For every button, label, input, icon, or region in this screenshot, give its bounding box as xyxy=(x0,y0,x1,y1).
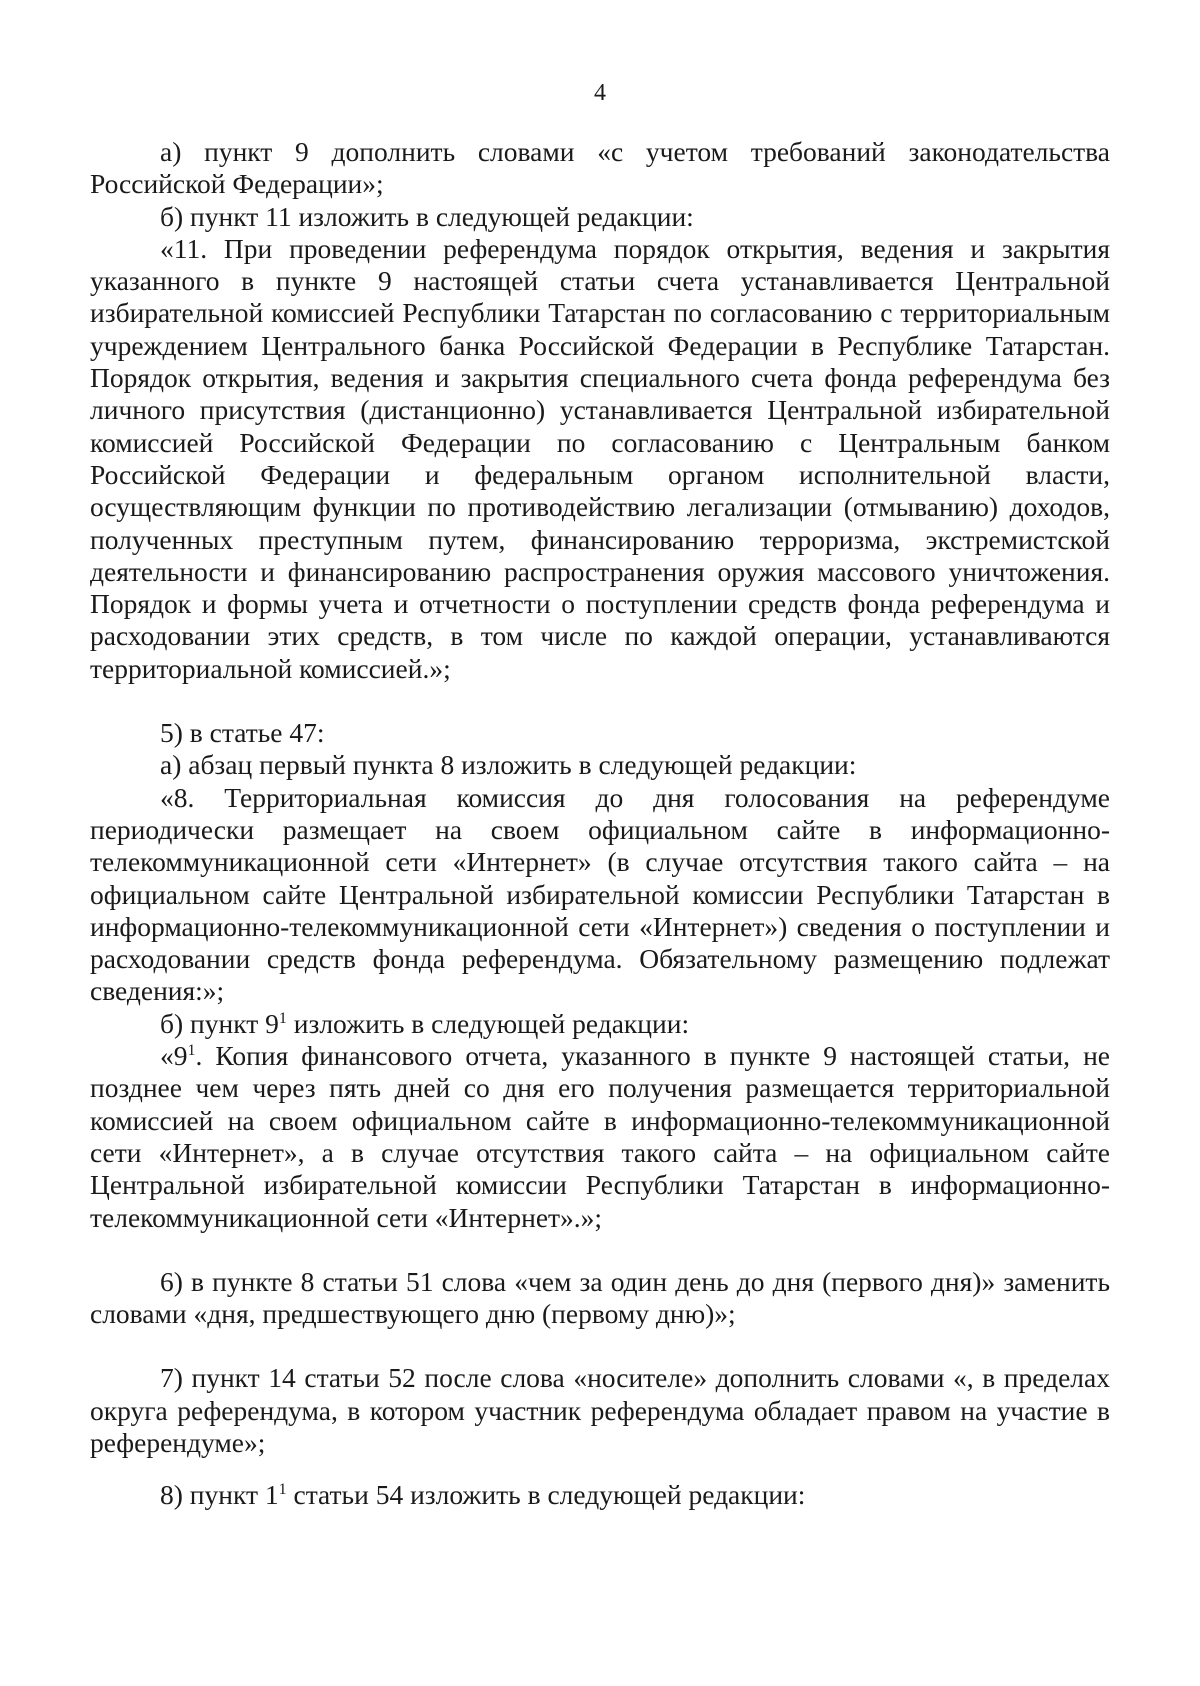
paragraph-article-47: 5) в статье 47: xyxy=(160,717,325,749)
paragraph-item-11-intro: б) пункт 11 изложить в следующей редакции: xyxy=(160,200,694,232)
paragraph-article-51: 6) в пункте 8 статьи 51 слова «чем за один день до дня (первого дня)» заменить словами «дня, предшествующего дню (первому дню)»; xyxy=(90,1265,1110,1330)
spacer xyxy=(90,1330,1110,1362)
spacer xyxy=(90,1234,1110,1266)
paragraph-item-8-intro: а) абзац первый пункта 8 изложить в следующей редакции: xyxy=(160,749,857,781)
paragraph-article-54: 8) пункт $1^1$ статьи 54 изложить в следующей редакции: xyxy=(160,1479,806,1511)
page-number: 4 xyxy=(594,80,606,106)
document-body xyxy=(90,136,1110,1512)
spacer xyxy=(90,685,1110,717)
paragraph-item-8-text: «8. Территориальная комиссия до дня голосования на референдуме периодически размещает на своем официальном сайте в информационно-телекоммуникационной сети «Интернет» (в случае отсутствия такого сайта – на официальном сайте Центральной избирательной комиссии Республики Татарстан в информационно-телекоммуникационной сети «Интернет») сведения о поступлении и расходовании средств фонда референдума. Обязательному размещению подлежат сведения:»; xyxy=(90,781,1110,1007)
spacer xyxy=(90,1459,1110,1479)
paragraph-article-52: 7) пункт 14 статьи 52 после слова «носителе» дополнить словами «, в пределах округа референдума, в котором участник референдума обладает правом на участие в референдуме»; xyxy=(90,1362,1110,1458)
paragraph-item-9-1-text: «$9^1$. Копия финансового отчета, указанного в пункте 9 настоящей статьи, не позднее чем через пять дней со дня его получения размещается территориальной комиссией на своем официальном сайте в информационно-телекоммуникационной сети «Интернет», а в случае отсутствия такого сайта – на официальном сайте Центральной избирательной комиссии Республики Татарстан в информационно-телекоммуникационной сети «Интернет».»; xyxy=(90,1040,1110,1233)
paragraph-item-11-text: «11. При проведении референдума порядок открытия, ведения и закрытия указанного в пункте 9 настоящей статьи счета устанавливается Центральной избирательной комиссией Республики Татарстан по согласованию с территориальным учреждением Центрального банка Российской Федерации в Республике Татарстан. Порядок открытия, ведения и закрытия специального счета фонда референдума без личного присутствия (дистанционно) устанавливается Центральной избирательной комиссией Российской Федерации по согласованию с Центральным банком Российской Федерации и федеральным органом исполнительной власти, осуществляющим функции по противодействию легализации (отмыванию) доходов, полученных преступным путем, финансированию терроризма, экстремистской деятельности и финансированию распространения оружия массового уничтожения. Порядок и формы учета и отчетности о поступлении средств фонда референдума и расходовании этих средств, в том числе по каждой операции, устанавливаются территориальной комиссией.»; xyxy=(90,232,1110,684)
paragraph-item-9: а) пункт 9 дополнить словами «с учетом требований законодательства Российской Федерации»; xyxy=(90,136,1110,200)
paragraph-item-9-1-intro: б) пункт $9^1$ изложить в следующей редакции: xyxy=(160,1007,690,1039)
